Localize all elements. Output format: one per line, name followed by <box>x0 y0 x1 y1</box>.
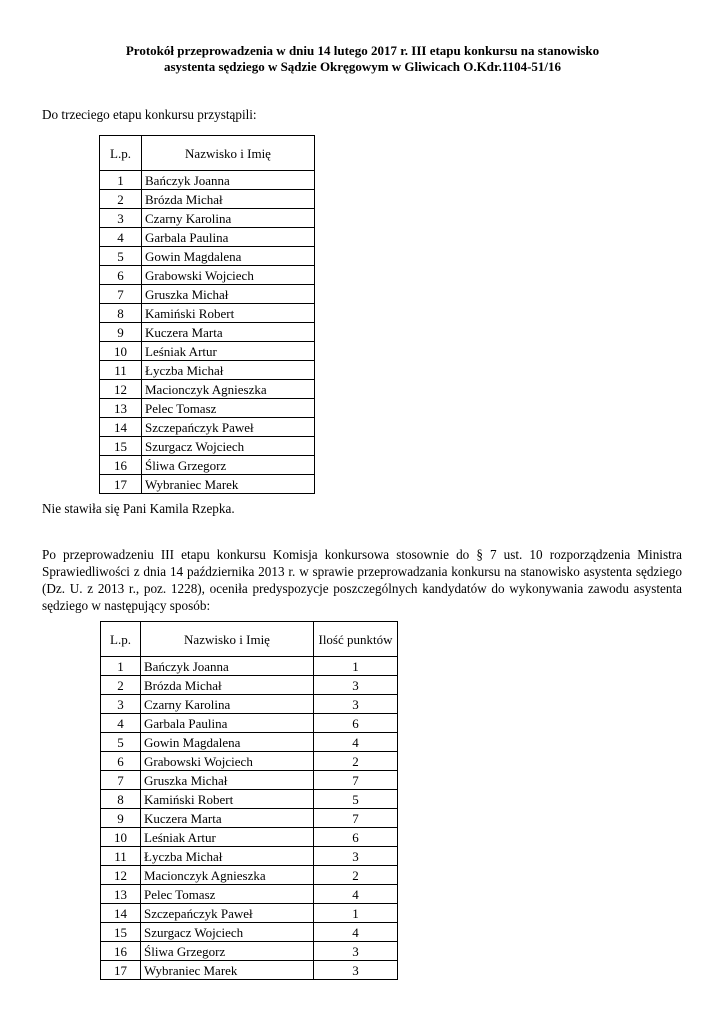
cell-name: Kuczera Marta <box>141 809 314 828</box>
column-header-name: Nazwisko i Imię <box>141 622 314 657</box>
cell-lp: 7 <box>100 285 142 304</box>
cell-lp: 2 <box>100 190 142 209</box>
cell-name: Łyczba Michał <box>141 847 314 866</box>
participants-table-header <box>100 136 315 171</box>
cell-name: Gowin Magdalena <box>142 247 315 266</box>
table-row <box>101 885 398 904</box>
cell-lp: 7 <box>101 771 141 790</box>
cell-name: Łyczba Michał <box>142 361 315 380</box>
column-header-lp: L.p. <box>101 622 141 657</box>
table-row <box>101 733 398 752</box>
cell-lp: 6 <box>100 266 142 285</box>
cell-name: Szczepańczyk Paweł <box>141 904 314 923</box>
cell-points: 2 <box>314 752 398 771</box>
cell-name: Śliwa Grzegorz <box>141 942 314 961</box>
table-row <box>101 752 398 771</box>
cell-points: 7 <box>314 771 398 790</box>
absent-note: Nie stawiła się Pani Kamila Rzepka. <box>42 501 235 516</box>
table-row <box>100 342 315 361</box>
scores-table-header <box>101 622 398 657</box>
table-row <box>100 475 315 494</box>
table-row <box>101 866 398 885</box>
table-row <box>101 847 398 866</box>
cell-lp: 4 <box>101 714 141 733</box>
cell-points: 1 <box>314 904 398 923</box>
table-row <box>101 790 398 809</box>
cell-name: Gruszka Michał <box>141 771 314 790</box>
table-row <box>101 961 398 980</box>
cell-points: 1 <box>314 657 398 676</box>
table-row <box>101 923 398 942</box>
cell-points: 5 <box>314 790 398 809</box>
table-row <box>100 399 315 418</box>
cell-points: 3 <box>314 961 398 980</box>
cell-name: Śliwa Grzegorz <box>142 456 315 475</box>
cell-lp: 9 <box>100 323 142 342</box>
cell-points: 4 <box>314 923 398 942</box>
cell-name: Kuczera Marta <box>142 323 315 342</box>
table-row <box>101 809 398 828</box>
cell-name: Czarny Karolina <box>142 209 315 228</box>
cell-lp: 10 <box>101 828 141 847</box>
cell-points: 3 <box>314 942 398 961</box>
cell-lp: 13 <box>100 399 142 418</box>
cell-lp: 3 <box>101 695 141 714</box>
table-row <box>100 266 315 285</box>
table-row <box>100 228 315 247</box>
cell-lp: 5 <box>101 733 141 752</box>
table-row <box>101 942 398 961</box>
cell-lp: 12 <box>101 866 141 885</box>
table-row <box>100 456 315 475</box>
table-row <box>101 695 398 714</box>
cell-lp: 4 <box>100 228 142 247</box>
cell-name: Pelec Tomasz <box>142 399 315 418</box>
cell-name: Macionczyk Agnieszka <box>141 866 314 885</box>
scores-table <box>100 621 398 980</box>
intro-text: Do trzeciego etapu konkursu przystąpili: <box>42 107 257 122</box>
table-row <box>100 304 315 323</box>
cell-points: 7 <box>314 809 398 828</box>
cell-points: 6 <box>314 714 398 733</box>
column-header-lp: L.p. <box>100 136 142 171</box>
cell-lp: 17 <box>100 475 142 494</box>
cell-name: Wybraniec Marek <box>141 961 314 980</box>
cell-lp: 13 <box>101 885 141 904</box>
table-row <box>100 285 315 304</box>
cell-name: Bańczyk Joanna <box>142 171 315 190</box>
cell-points: 3 <box>314 695 398 714</box>
table-row <box>101 676 398 695</box>
cell-lp: 11 <box>101 847 141 866</box>
cell-lp: 9 <box>101 809 141 828</box>
cell-lp: 15 <box>101 923 141 942</box>
cell-lp: 16 <box>100 456 142 475</box>
cell-points: 4 <box>314 733 398 752</box>
cell-name: Gowin Magdalena <box>141 733 314 752</box>
table-row <box>100 380 315 399</box>
cell-points: 6 <box>314 828 398 847</box>
cell-name: Brózda Michał <box>141 676 314 695</box>
cell-lp: 1 <box>100 171 142 190</box>
column-header-points: Ilość punktów <box>314 622 398 657</box>
column-header-name: Nazwisko i Imię <box>142 136 315 171</box>
cell-points: 3 <box>314 676 398 695</box>
document-title-line-2: asystenta sędziego w Sądzie Okręgowym w Gliwicach O.Kdr.1104-51/16 <box>163 59 562 74</box>
table-row <box>100 190 315 209</box>
cell-name: Szczepańczyk Paweł <box>142 418 315 437</box>
cell-name: Pelec Tomasz <box>141 885 314 904</box>
table-row <box>100 361 315 380</box>
cell-lp: 12 <box>100 380 142 399</box>
cell-lp: 5 <box>100 247 142 266</box>
cell-name: Kamiński Robert <box>142 304 315 323</box>
cell-lp: 16 <box>101 942 141 961</box>
table-row <box>100 209 315 228</box>
table-row <box>101 904 398 923</box>
cell-name: Czarny Karolina <box>141 695 314 714</box>
cell-lp: 1 <box>101 657 141 676</box>
table-row <box>101 828 398 847</box>
cell-lp: 8 <box>101 790 141 809</box>
cell-name: Leśniak Artur <box>141 828 314 847</box>
cell-lp: 10 <box>100 342 142 361</box>
cell-name: Bańczyk Joanna <box>141 657 314 676</box>
cell-name: Wybraniec Marek <box>142 475 315 494</box>
table-row <box>101 771 398 790</box>
table-row <box>100 418 315 437</box>
cell-points: 3 <box>314 847 398 866</box>
cell-name: Kamiński Robert <box>141 790 314 809</box>
cell-points: 4 <box>314 885 398 904</box>
cell-name: Garbala Paulina <box>142 228 315 247</box>
cell-lp: 14 <box>101 904 141 923</box>
cell-name: Garbala Paulina <box>141 714 314 733</box>
cell-lp: 3 <box>100 209 142 228</box>
cell-name: Szurgacz Wojciech <box>142 437 315 456</box>
cell-name: Gruszka Michał <box>142 285 315 304</box>
table-row <box>100 437 315 456</box>
table-row <box>100 171 315 190</box>
cell-name: Grabowski Wojciech <box>142 266 315 285</box>
table-row <box>101 657 398 676</box>
cell-lp: 11 <box>100 361 142 380</box>
decision-paragraph: Po przeprowadzeniu III etapu konkursu Komisja konkursowa stosownie do § 7 ust. 10 rozporządzenia Ministra Sprawiedliwości z dnia 14 października 2013 r. w sprawie przeprowadzania konkursu na stanowisko asystenta sędziego (Dz. U. z 2013 r., poz. 1228), oceniła predyspozycje poszczególnych kandydatów do wykonywania zawodu asystenta sędziego w następujący sposób: <box>42 547 682 613</box>
table-row <box>101 714 398 733</box>
cell-lp: 6 <box>101 752 141 771</box>
cell-lp: 8 <box>100 304 142 323</box>
document-title-line-1: Protokół przeprowadzenia w dniu 14 lutego 2017 r. III etapu konkursu na stanowisko <box>125 43 600 58</box>
cell-name: Szurgacz Wojciech <box>141 923 314 942</box>
cell-lp: 2 <box>101 676 141 695</box>
cell-name: Leśniak Artur <box>142 342 315 361</box>
participants-table <box>99 135 315 494</box>
table-row <box>100 247 315 266</box>
cell-name: Brózda Michał <box>142 190 315 209</box>
cell-lp: 14 <box>100 418 142 437</box>
cell-points: 2 <box>314 866 398 885</box>
cell-lp: 15 <box>100 437 142 456</box>
document-title <box>40 43 685 75</box>
table-row <box>100 323 315 342</box>
cell-name: Grabowski Wojciech <box>141 752 314 771</box>
cell-lp: 17 <box>101 961 141 980</box>
cell-name: Macionczyk Agnieszka <box>142 380 315 399</box>
